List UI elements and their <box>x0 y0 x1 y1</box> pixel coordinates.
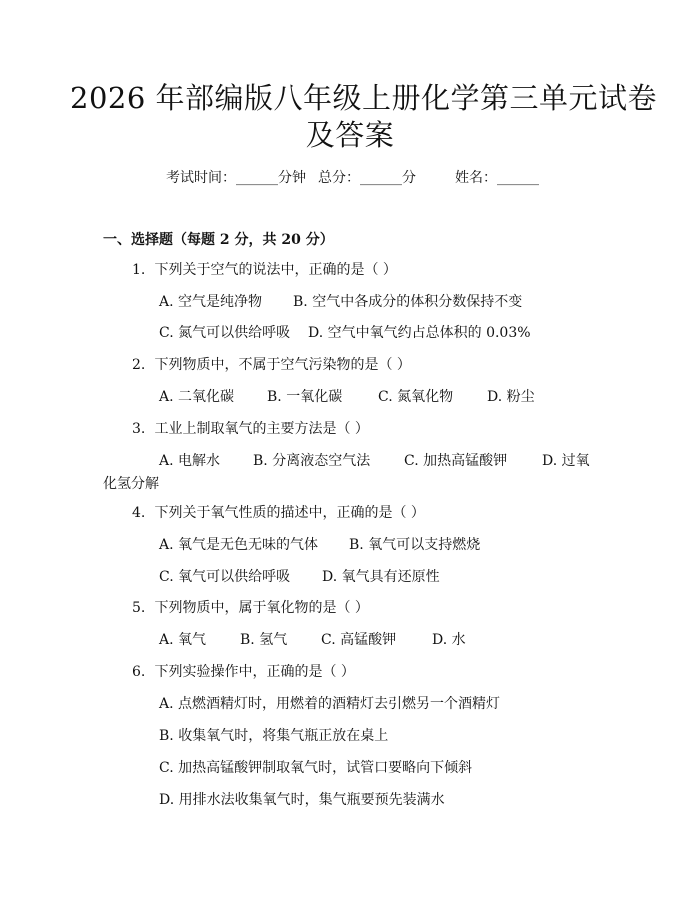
question-text: 下列实验操作中，正确的是（ ） <box>154 664 355 680</box>
section-heading-choice: 一、选择题（每题 2 分，共 20 分） <box>103 232 334 248</box>
option-d: D. 氧气具有还原性 <box>322 569 440 585</box>
page-title-line-1: 2026 年部编版八年级上册化学第三单元试卷 <box>70 81 658 115</box>
option-b: B. 空气中各成分的体积分数保持不变 <box>293 294 523 310</box>
question-text: 下列物质中，不属于空气污染物的是（ ） <box>154 357 411 373</box>
option-c: C. 加热高锰酸钾 <box>404 453 508 469</box>
question-text: 下列关于空气的说法中，正确的是（ ） <box>154 262 397 278</box>
option-b: B. 氢气 <box>240 632 288 648</box>
question-number: 6. <box>132 664 146 680</box>
option-d-continued: 化氢分解 <box>103 476 159 492</box>
option-d: D. 空气中氧气约占总体积的 0.03% <box>308 325 531 341</box>
option-a: A. 氧气 <box>159 632 207 648</box>
question-4 <box>132 503 425 523</box>
question-3 <box>132 419 369 439</box>
question-number: 4. <box>132 505 146 521</box>
option-a: A. 电解水 <box>159 453 221 469</box>
option-d: D. 粉尘 <box>487 389 535 405</box>
option-b: B. 收集氧气时，将集气瓶正放在桌上 <box>159 728 389 744</box>
option-c: C. 氧气可以供给呼吸 <box>159 569 291 585</box>
question-number: 2. <box>132 357 146 373</box>
option-c: C. 加热高锰酸钾制取氧气时，试管口要略向下倾斜 <box>159 760 473 776</box>
option-b: B. 分离液态空气法 <box>253 453 371 469</box>
option-c: C. 高锰酸钾 <box>321 632 397 648</box>
question-text: 工业上制取氧气的主要方法是（ ） <box>154 421 369 437</box>
question-number: 5. <box>132 600 146 616</box>
question-5 <box>132 598 369 618</box>
option-a: A. 空气是纯净物 <box>159 294 263 310</box>
option-b: B. 一氧化碳 <box>267 389 343 405</box>
total-score-field: 总分：______分 <box>318 170 416 186</box>
option-d: D. 用排水法收集氧气时，集气瓶要预先装满水 <box>159 792 445 808</box>
page-title-line-2: 及答案 <box>305 118 395 152</box>
student-name-field: 姓名：______ <box>455 170 539 186</box>
option-d: D. 水 <box>432 632 466 648</box>
option-a: A. 点燃酒精灯时，用燃着的酒精灯去引燃另一个酒精灯 <box>159 696 501 712</box>
option-a: A. 二氧化碳 <box>159 389 235 405</box>
question-number: 3. <box>132 421 146 437</box>
option-c: C. 氮氧化物 <box>378 389 454 405</box>
question-number: 1. <box>132 262 146 278</box>
question-text: 下列物质中，属于氧化物的是（ ） <box>154 600 369 616</box>
question-2 <box>132 355 411 375</box>
option-d: D. 过氧 <box>542 453 590 469</box>
option-a: A. 氧气是无色无味的气体 <box>159 537 319 553</box>
option-b: B. 氧气可以支持燃烧 <box>349 537 481 553</box>
question-1 <box>132 260 397 280</box>
exam-time-field: 考试时间：______分钟 <box>166 170 306 186</box>
question-text: 下列关于氧气性质的描述中，正确的是（ ） <box>154 505 425 521</box>
question-6 <box>132 662 355 682</box>
option-c: C. 氮气可以供给呼吸 <box>159 325 291 341</box>
